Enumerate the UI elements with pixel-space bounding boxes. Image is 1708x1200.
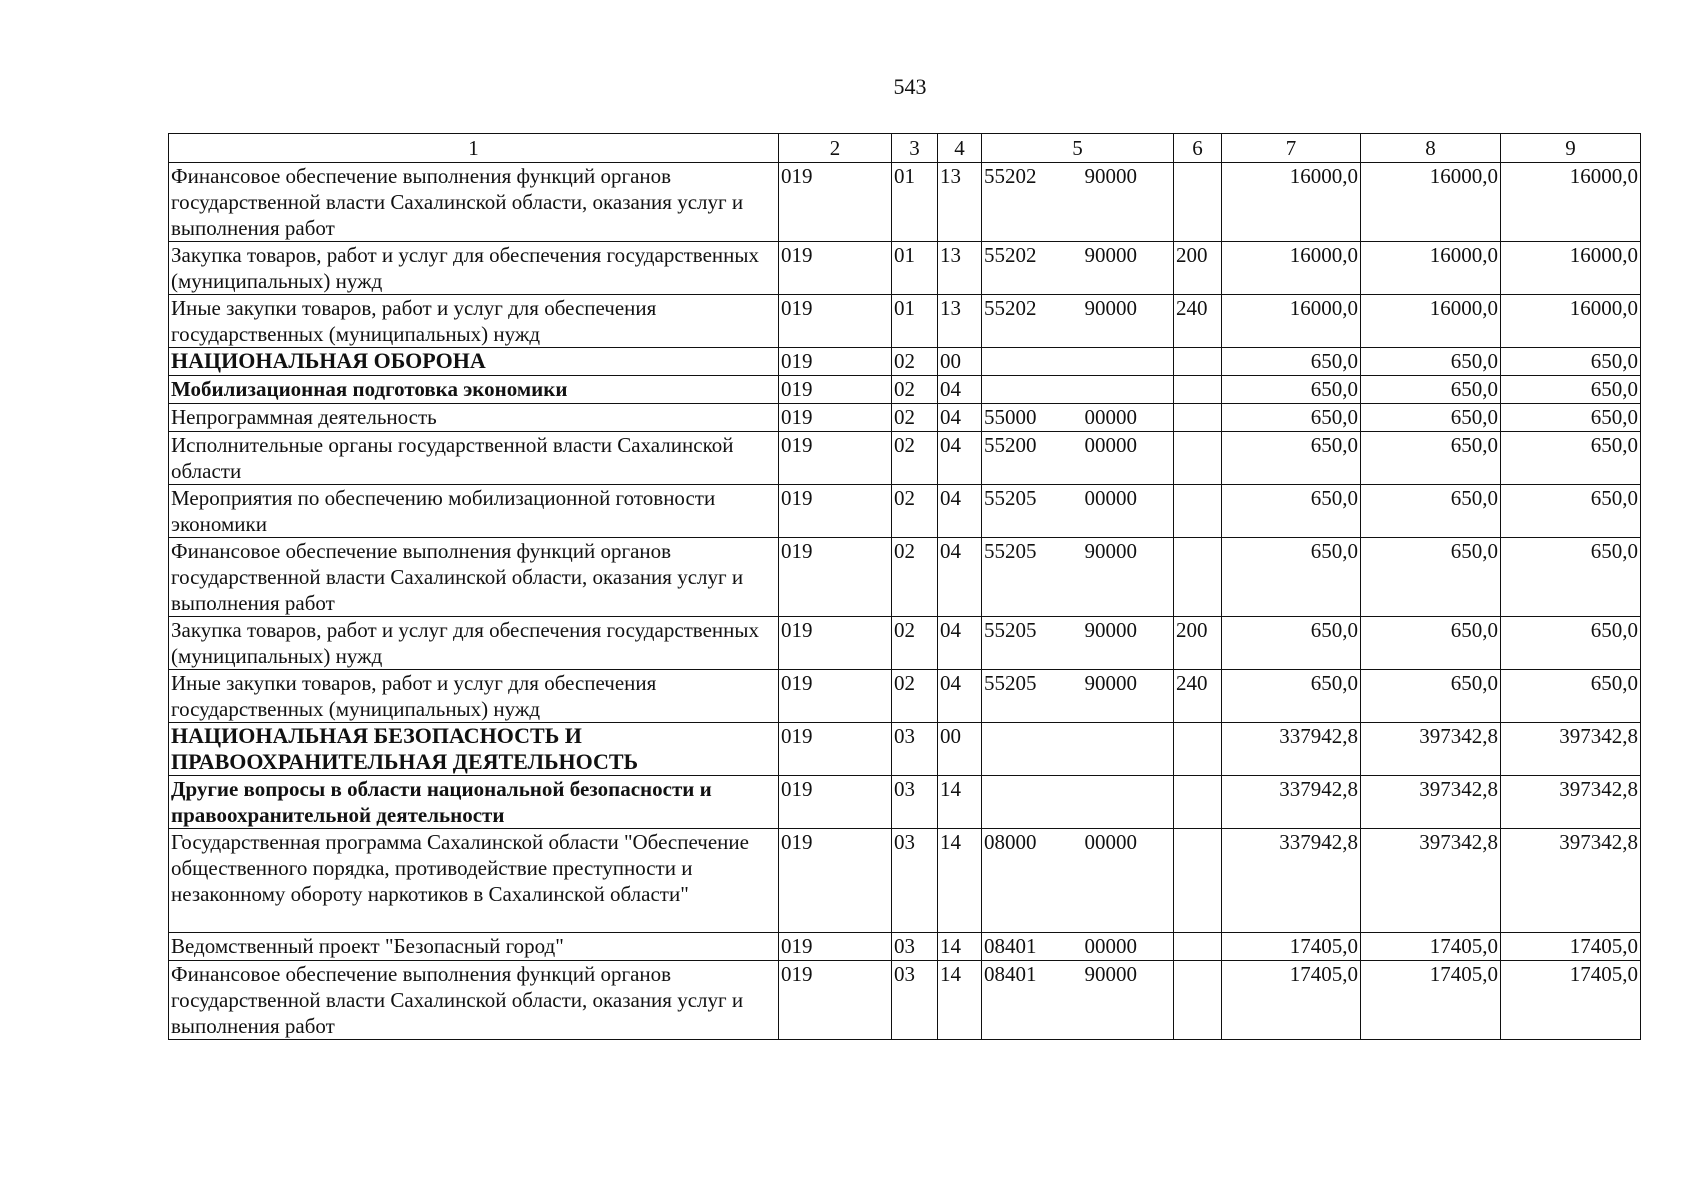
target-article-program-code: 08000 [984, 830, 1037, 854]
table-row [169, 485, 1641, 538]
amount-col-7-cell: 337942,8 [1222, 776, 1361, 829]
ministry-code-cell: 019 [779, 829, 892, 933]
row-name-cell: Закупка товаров, работ и услуг для обеспечения государственных (муниципальных) нужд [169, 617, 779, 670]
amount-col-9-cell: 397342,8 [1501, 723, 1641, 776]
section-code-cell: 02 [892, 348, 938, 376]
amount-col-9-cell: 650,0 [1501, 404, 1641, 432]
subsection-code-cell: 14 [938, 776, 982, 829]
amount-col-8-cell: 650,0 [1361, 432, 1501, 485]
section-code-cell: 02 [892, 538, 938, 617]
amount-col-7-cell: 337942,8 [1222, 723, 1361, 776]
table-row [169, 432, 1641, 485]
target-article-program-code: 55200 [984, 433, 1037, 457]
amount-col-9-cell: 650,0 [1501, 485, 1641, 538]
ministry-code-cell: 019 [779, 723, 892, 776]
target-article-cell [982, 723, 1174, 776]
target-article-cell [982, 670, 1174, 723]
target-article-cell [982, 376, 1174, 404]
subsection-code-cell: 14 [938, 961, 982, 1040]
ministry-code-cell: 019 [779, 295, 892, 348]
ministry-code-cell: 019 [779, 670, 892, 723]
amount-col-8-cell: 397342,8 [1361, 829, 1501, 933]
target-article-cell [982, 348, 1174, 376]
header-col-4: 4 [938, 134, 982, 163]
target-article-direction-code: 00000 [1084, 405, 1137, 429]
target-article-program-code: 55202 [984, 164, 1037, 188]
target-article-program-code: 55202 [984, 243, 1037, 267]
amount-col-9-cell: 650,0 [1501, 670, 1641, 723]
amount-col-7-cell: 16000,0 [1222, 242, 1361, 295]
table-row [169, 933, 1641, 961]
section-code-cell: 02 [892, 485, 938, 538]
row-name-cell: Ведомственный проект "Безопасный город" [169, 933, 779, 961]
table-row [169, 670, 1641, 723]
expense-type-cell [1174, 432, 1222, 485]
header-col-8: 8 [1361, 134, 1501, 163]
expense-type-cell [1174, 485, 1222, 538]
expense-type-cell [1174, 376, 1222, 404]
table-row [169, 776, 1641, 829]
amount-col-9-cell: 397342,8 [1501, 829, 1641, 933]
section-code-cell: 02 [892, 670, 938, 723]
section-code-cell: 02 [892, 376, 938, 404]
table-row [169, 376, 1641, 404]
amount-col-8-cell: 650,0 [1361, 538, 1501, 617]
target-article-direction-code: 90000 [1084, 539, 1137, 563]
row-name-cell: Мобилизационная подготовка экономики [169, 376, 779, 404]
expense-type-cell [1174, 163, 1222, 242]
amount-col-7-cell: 16000,0 [1222, 163, 1361, 242]
subsection-code-cell: 04 [938, 485, 982, 538]
ministry-code-cell: 019 [779, 348, 892, 376]
header-col-1: 1 [169, 134, 779, 163]
table-body [169, 163, 1641, 1040]
amount-col-7-cell: 17405,0 [1222, 961, 1361, 1040]
target-article-program-code: 55202 [984, 296, 1037, 320]
expense-type-cell [1174, 933, 1222, 961]
ministry-code-cell: 019 [779, 933, 892, 961]
target-article-cell [982, 933, 1174, 961]
table-header-row [169, 134, 1641, 163]
ministry-code-cell: 019 [779, 617, 892, 670]
target-article-cell [982, 404, 1174, 432]
ministry-code-cell: 019 [779, 538, 892, 617]
expense-type-cell [1174, 776, 1222, 829]
amount-col-8-cell: 650,0 [1361, 348, 1501, 376]
subsection-code-cell: 04 [938, 670, 982, 723]
expense-type-cell [1174, 829, 1222, 933]
header-col-9: 9 [1501, 134, 1641, 163]
target-article-program-code: 55205 [984, 671, 1037, 695]
amount-col-7-cell: 16000,0 [1222, 295, 1361, 348]
subsection-code-cell: 14 [938, 829, 982, 933]
table-row [169, 348, 1641, 376]
amount-col-7-cell: 17405,0 [1222, 933, 1361, 961]
target-article-program-code: 08401 [984, 962, 1037, 986]
row-name-cell: НАЦИОНАЛЬНАЯ БЕЗОПАСНОСТЬ И ПРАВООХРАНИТЕЛЬНАЯ ДЕЯТЕЛЬНОСТЬ [169, 723, 779, 776]
section-code-cell: 02 [892, 617, 938, 670]
amount-col-8-cell: 650,0 [1361, 485, 1501, 538]
amount-col-9-cell: 650,0 [1501, 376, 1641, 404]
target-article-direction-code: 90000 [1084, 671, 1137, 695]
amount-col-9-cell: 650,0 [1501, 617, 1641, 670]
amount-col-9-cell: 650,0 [1501, 432, 1641, 485]
subsection-code-cell: 04 [938, 404, 982, 432]
row-name-cell: Мероприятия по обеспечению мобилизационной готовности экономики [169, 485, 779, 538]
section-code-cell: 01 [892, 295, 938, 348]
expense-type-cell: 240 [1174, 670, 1222, 723]
page-number: 543 [893, 74, 927, 99]
amount-col-7-cell: 650,0 [1222, 485, 1361, 538]
row-name-cell: Другие вопросы в области национальной безопасности и правоохранительной деятельности [169, 776, 779, 829]
subsection-code-cell: 04 [938, 432, 982, 485]
expense-type-cell [1174, 348, 1222, 376]
ministry-code-cell: 019 [779, 776, 892, 829]
table-row [169, 242, 1641, 295]
expense-type-cell: 200 [1174, 617, 1222, 670]
ministry-code-cell: 019 [779, 404, 892, 432]
target-article-direction-code: 90000 [1084, 618, 1137, 642]
amount-col-9-cell: 16000,0 [1501, 295, 1641, 348]
header-col-2: 2 [779, 134, 892, 163]
amount-col-8-cell: 650,0 [1361, 404, 1501, 432]
ministry-code-cell: 019 [779, 163, 892, 242]
target-article-direction-code: 00000 [1084, 934, 1137, 958]
target-article-cell [982, 432, 1174, 485]
amount-col-8-cell: 650,0 [1361, 617, 1501, 670]
amount-col-9-cell: 650,0 [1501, 348, 1641, 376]
section-code-cell: 01 [892, 242, 938, 295]
amount-col-8-cell: 16000,0 [1361, 163, 1501, 242]
target-article-program-code: 55205 [984, 539, 1037, 563]
section-code-cell: 03 [892, 776, 938, 829]
target-article-direction-code: 90000 [1084, 164, 1137, 188]
header-col-3: 3 [892, 134, 938, 163]
amount-col-8-cell: 650,0 [1361, 376, 1501, 404]
row-name-cell: Закупка товаров, работ и услуг для обеспечения государственных (муниципальных) нужд [169, 242, 779, 295]
target-article-program-code: 08401 [984, 934, 1037, 958]
subsection-code-cell: 04 [938, 538, 982, 617]
row-name-cell: Иные закупки товаров, работ и услуг для обеспечения государственных (муниципальных) нужд [169, 670, 779, 723]
section-code-cell: 03 [892, 933, 938, 961]
ministry-code-cell: 019 [779, 432, 892, 485]
expense-type-cell [1174, 961, 1222, 1040]
target-article-cell [982, 776, 1174, 829]
amount-col-9-cell: 397342,8 [1501, 776, 1641, 829]
header-col-5: 5 [982, 134, 1174, 163]
subsection-code-cell: 04 [938, 617, 982, 670]
target-article-program-code: 55205 [984, 486, 1037, 510]
target-article-cell [982, 163, 1174, 242]
row-name-cell: Государственная программа Сахалинской области "Обеспечение общественного порядка, противодействие преступности и незаконному обороту наркотиков в Сахалинской области" [169, 829, 779, 933]
section-code-cell: 02 [892, 404, 938, 432]
table-row [169, 723, 1641, 776]
subsection-code-cell: 04 [938, 376, 982, 404]
table-row [169, 617, 1641, 670]
ministry-code-cell: 019 [779, 376, 892, 404]
target-article-program-code: 55205 [984, 618, 1037, 642]
amount-col-8-cell: 397342,8 [1361, 776, 1501, 829]
table-row [169, 163, 1641, 242]
row-name-cell: Финансовое обеспечение выполнения функций органов государственной власти Сахалинской области, оказания услуг и выполнения работ [169, 163, 779, 242]
table-row [169, 538, 1641, 617]
expense-type-cell [1174, 404, 1222, 432]
amount-col-9-cell: 17405,0 [1501, 933, 1641, 961]
amount-col-9-cell: 16000,0 [1501, 242, 1641, 295]
amount-col-8-cell: 16000,0 [1361, 242, 1501, 295]
amount-col-7-cell: 650,0 [1222, 617, 1361, 670]
target-article-direction-code: 00000 [1084, 830, 1137, 854]
subsection-code-cell: 13 [938, 295, 982, 348]
target-article-direction-code: 90000 [1084, 962, 1137, 986]
subsection-code-cell: 00 [938, 723, 982, 776]
table-row [169, 829, 1641, 933]
table-row [169, 295, 1641, 348]
subsection-code-cell: 13 [938, 242, 982, 295]
target-article-cell [982, 295, 1174, 348]
target-article-cell [982, 617, 1174, 670]
amount-col-7-cell: 650,0 [1222, 348, 1361, 376]
amount-col-7-cell: 337942,8 [1222, 829, 1361, 933]
amount-col-8-cell: 650,0 [1361, 670, 1501, 723]
row-name-cell: Финансовое обеспечение выполнения функций органов государственной власти Сахалинской области, оказания услуг и выполнения работ [169, 961, 779, 1040]
section-code-cell: 01 [892, 163, 938, 242]
row-name-cell: Непрограммная деятельность [169, 404, 779, 432]
expense-type-cell: 200 [1174, 242, 1222, 295]
amount-col-8-cell: 16000,0 [1361, 295, 1501, 348]
expense-type-cell [1174, 538, 1222, 617]
subsection-code-cell: 00 [938, 348, 982, 376]
amount-col-9-cell: 650,0 [1501, 538, 1641, 617]
header-col-7: 7 [1222, 134, 1361, 163]
amount-col-7-cell: 650,0 [1222, 432, 1361, 485]
subsection-code-cell: 14 [938, 933, 982, 961]
target-article-cell [982, 538, 1174, 617]
ministry-code-cell: 019 [779, 961, 892, 1040]
row-name-cell: Финансовое обеспечение выполнения функций органов государственной власти Сахалинской области, оказания услуг и выполнения работ [169, 538, 779, 617]
table-row [169, 404, 1641, 432]
expense-type-cell: 240 [1174, 295, 1222, 348]
target-article-direction-code: 90000 [1084, 296, 1137, 320]
ministry-code-cell: 019 [779, 242, 892, 295]
budget-table [168, 133, 1641, 1040]
target-article-direction-code: 00000 [1084, 486, 1137, 510]
subsection-code-cell: 13 [938, 163, 982, 242]
target-article-direction-code: 00000 [1084, 433, 1137, 457]
amount-col-7-cell: 650,0 [1222, 538, 1361, 617]
target-article-cell [982, 961, 1174, 1040]
amount-col-8-cell: 17405,0 [1361, 933, 1501, 961]
ministry-code-cell: 019 [779, 485, 892, 538]
row-name-cell: Иные закупки товаров, работ и услуг для обеспечения государственных (муниципальных) нужд [169, 295, 779, 348]
section-code-cell: 02 [892, 432, 938, 485]
target-article-cell [982, 829, 1174, 933]
row-name-cell: Исполнительные органы государственной власти Сахалинской области [169, 432, 779, 485]
header-col-6: 6 [1174, 134, 1222, 163]
amount-col-7-cell: 650,0 [1222, 670, 1361, 723]
target-article-direction-code: 90000 [1084, 243, 1137, 267]
amount-col-9-cell: 17405,0 [1501, 961, 1641, 1040]
table-row [169, 961, 1641, 1040]
target-article-cell [982, 485, 1174, 538]
amount-col-7-cell: 650,0 [1222, 376, 1361, 404]
amount-col-8-cell: 17405,0 [1361, 961, 1501, 1040]
target-article-cell [982, 242, 1174, 295]
amount-col-7-cell: 650,0 [1222, 404, 1361, 432]
amount-col-9-cell: 16000,0 [1501, 163, 1641, 242]
target-article-program-code: 55000 [984, 405, 1037, 429]
section-code-cell: 03 [892, 829, 938, 933]
section-code-cell: 03 [892, 961, 938, 1040]
section-code-cell: 03 [892, 723, 938, 776]
expense-type-cell [1174, 723, 1222, 776]
row-name-cell: НАЦИОНАЛЬНАЯ ОБОРОНА [169, 348, 779, 376]
amount-col-8-cell: 397342,8 [1361, 723, 1501, 776]
